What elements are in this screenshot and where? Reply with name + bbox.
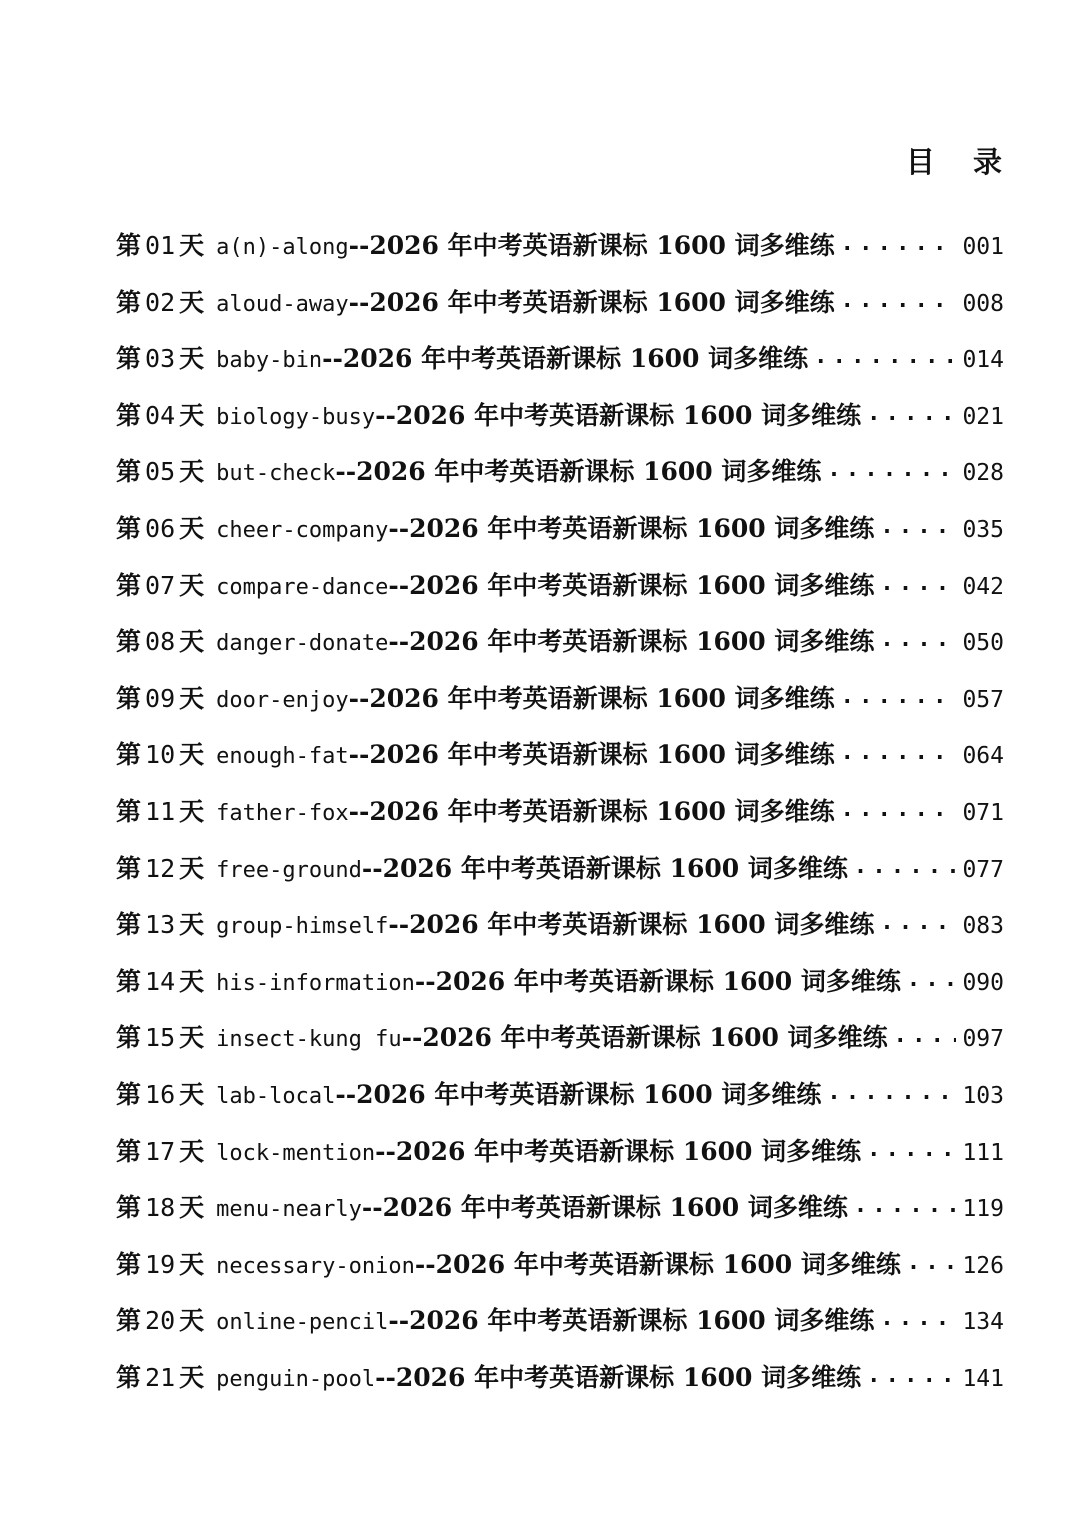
toc-entry-title: --2026 年中考英语新课标 1600 词多维练 <box>322 344 809 374</box>
toc-entry[interactable] <box>116 339 1004 396</box>
day-suffix: 天 <box>179 231 205 260</box>
dot-leader <box>827 1083 956 1103</box>
table-of-contents <box>116 226 1004 1414</box>
toc-word-range: necessary-onion <box>216 1253 415 1279</box>
toc-page-number: 126 <box>962 1252 1004 1279</box>
toc-day-label <box>116 735 204 775</box>
toc-day-label <box>116 283 204 323</box>
toc-day-label <box>116 962 204 1002</box>
toc-page-number: 001 <box>962 234 1004 260</box>
toc-entry[interactable] <box>116 509 1004 566</box>
day-prefix: 第 <box>116 1136 142 1166</box>
day-number: 04 <box>145 400 176 430</box>
day-suffix: 天 <box>179 400 205 430</box>
toc-day-label <box>116 566 204 606</box>
toc-entry[interactable] <box>116 905 1004 962</box>
dot-leader <box>880 1309 956 1329</box>
day-prefix: 第 <box>116 287 142 317</box>
dot-leader <box>880 574 956 594</box>
day-suffix: 天 <box>179 796 205 826</box>
toc-page-number: 064 <box>962 743 1004 770</box>
day-suffix: 天 <box>179 627 205 657</box>
day-prefix: 第 <box>116 1193 142 1223</box>
toc-entry-title: --2026 年中考英语新课标 1600 词多维练 <box>388 1306 875 1336</box>
toc-word-range: father-fox <box>216 800 349 826</box>
day-suffix: 天 <box>179 853 205 883</box>
day-number: 08 <box>145 627 176 657</box>
toc-page-number: 119 <box>962 1196 1004 1223</box>
toc-day-label <box>116 622 204 662</box>
toc-day-label <box>116 849 204 889</box>
day-suffix: 天 <box>179 683 205 713</box>
dot-leader <box>841 743 957 763</box>
day-prefix: 第 <box>116 1023 142 1053</box>
day-suffix: 天 <box>179 1136 205 1166</box>
day-number: 13 <box>145 910 176 940</box>
toc-day-label <box>116 1018 204 1058</box>
toc-page-number: 103 <box>962 1082 1004 1109</box>
toc-page-number: 077 <box>962 856 1004 883</box>
dot-leader <box>867 1366 956 1386</box>
day-prefix: 第 <box>116 400 142 430</box>
day-number: 01 <box>145 231 176 260</box>
toc-entry-title: --2026 年中考英语新课标 1600 词多维练 <box>388 910 875 940</box>
toc-entry[interactable] <box>116 1132 1004 1189</box>
day-number: 18 <box>145 1193 176 1223</box>
toc-entry-title: --2026 年中考英语新课标 1600 词多维练 <box>401 1023 888 1053</box>
toc-word-range: online-pencil <box>216 1310 389 1336</box>
toc-entry[interactable] <box>116 396 1004 453</box>
toc-day-label <box>116 1301 204 1341</box>
toc-day-label <box>116 792 204 832</box>
toc-page-number: 028 <box>962 460 1004 487</box>
day-suffix: 天 <box>179 966 205 996</box>
day-number: 15 <box>145 1023 176 1053</box>
toc-entry-title: --2026 年中考英语新课标 1600 词多维练 <box>375 400 862 430</box>
day-suffix: 天 <box>179 1362 205 1392</box>
dot-leader <box>867 1140 956 1160</box>
dot-leader <box>854 1196 957 1216</box>
dot-leader <box>907 1253 957 1273</box>
toc-day-label <box>116 339 204 379</box>
day-suffix: 天 <box>179 1023 205 1053</box>
toc-entry-title: --2026 年中考英语新课标 1600 词多维练 <box>388 627 875 657</box>
toc-entry[interactable] <box>116 1018 1004 1075</box>
toc-day-label <box>116 679 204 719</box>
toc-page-number: 057 <box>962 686 1004 713</box>
day-prefix: 第 <box>116 853 142 883</box>
toc-page-number: 071 <box>962 799 1004 826</box>
toc-entry-title: --2026 年中考英语新课标 1600 词多维练 <box>361 1193 848 1223</box>
day-prefix: 第 <box>116 231 142 260</box>
toc-word-range: compare-dance <box>216 574 389 600</box>
day-prefix: 第 <box>116 910 142 940</box>
day-number: 17 <box>145 1136 176 1166</box>
toc-day-label <box>116 396 204 436</box>
dot-leader <box>841 687 957 707</box>
toc-page-number: 014 <box>962 347 1004 374</box>
day-number: 21 <box>145 1362 176 1392</box>
day-number: 03 <box>145 344 176 374</box>
day-number: 10 <box>145 740 176 770</box>
dot-leader <box>867 404 956 424</box>
dot-leader <box>854 857 957 877</box>
day-prefix: 第 <box>116 627 142 657</box>
toc-word-range: danger-donate <box>216 631 389 657</box>
toc-entry[interactable] <box>116 1358 1004 1415</box>
toc-word-range: aloud-away <box>216 291 349 317</box>
toc-entry-title: --2026 年中考英语新课标 1600 词多维练 <box>348 683 835 713</box>
day-number: 09 <box>145 683 176 713</box>
toc-page-number: 090 <box>962 969 1004 996</box>
toc-entry[interactable] <box>116 566 1004 623</box>
toc-day-label <box>116 1358 204 1398</box>
day-number: 19 <box>145 1249 176 1279</box>
toc-entry-title: --2026 年中考英语新课标 1600 词多维练 <box>414 1249 901 1279</box>
toc-page-number: 050 <box>962 630 1004 657</box>
day-prefix: 第 <box>116 513 142 543</box>
day-number: 06 <box>145 513 176 543</box>
toc-day-label <box>116 905 204 945</box>
toc-word-range: insect-kung fu <box>216 1027 402 1053</box>
toc-entry-title: --2026 年中考英语新课标 1600 词多维练 <box>375 1136 862 1166</box>
day-prefix: 第 <box>116 344 142 374</box>
toc-day-label <box>116 452 204 492</box>
day-suffix: 天 <box>179 1306 205 1336</box>
day-prefix: 第 <box>116 457 142 487</box>
toc-entry-title: --2026 年中考英语新课标 1600 词多维练 <box>388 570 875 600</box>
day-prefix: 第 <box>116 796 142 826</box>
dot-leader <box>841 234 957 254</box>
toc-entry-title: --2026 年中考英语新课标 1600 词多维练 <box>335 457 822 487</box>
day-prefix: 第 <box>116 1079 142 1109</box>
day-suffix: 天 <box>179 1249 205 1279</box>
day-prefix: 第 <box>116 1362 142 1392</box>
day-suffix: 天 <box>179 344 205 374</box>
toc-word-range: biology-busy <box>216 404 376 430</box>
dot-leader <box>814 347 956 367</box>
toc-entry[interactable] <box>116 452 1004 509</box>
toc-entry[interactable] <box>116 792 1004 849</box>
toc-day-label <box>116 1132 204 1172</box>
toc-entry-title: --2026 年中考英语新课标 1600 词多维练 <box>388 513 875 543</box>
toc-day-label <box>116 226 204 266</box>
toc-page-number: 042 <box>962 573 1004 600</box>
toc-entry[interactable] <box>116 735 1004 792</box>
toc-entry[interactable] <box>116 679 1004 736</box>
toc-entry[interactable] <box>116 283 1004 340</box>
page-title: 目 录 <box>905 145 1016 179</box>
toc-page-number: 035 <box>962 516 1004 543</box>
toc-entry[interactable] <box>116 1075 1004 1132</box>
toc-entry[interactable] <box>116 622 1004 679</box>
dot-leader <box>880 517 956 537</box>
day-number: 07 <box>145 570 176 600</box>
day-suffix: 天 <box>179 457 205 487</box>
toc-day-label <box>116 1188 204 1228</box>
toc-entry-title: --2026 年中考英语新课标 1600 词多维练 <box>361 853 848 883</box>
toc-entry[interactable] <box>116 1188 1004 1245</box>
toc-day-label <box>116 1075 204 1115</box>
day-number: 05 <box>145 457 176 487</box>
day-number: 16 <box>145 1079 176 1109</box>
toc-entry-title: --2026 年中考英语新课标 1600 词多维练 <box>348 231 835 260</box>
day-number: 20 <box>145 1306 176 1336</box>
toc-page-number: 141 <box>962 1365 1004 1392</box>
toc-entry-title: --2026 年中考英语新课标 1600 词多维练 <box>335 1079 822 1109</box>
toc-entry[interactable] <box>116 1301 1004 1358</box>
toc-day-label <box>116 1245 204 1285</box>
toc-entry-title: --2026 年中考英语新课标 1600 词多维练 <box>414 966 901 996</box>
toc-word-range: lock-mention <box>216 1140 376 1166</box>
toc-entry-title: --2026 年中考英语新课标 1600 词多维练 <box>375 1362 862 1392</box>
dot-leader <box>827 460 956 480</box>
toc-word-range: a(n)-along <box>216 235 349 260</box>
dot-leader <box>880 913 956 933</box>
day-suffix: 天 <box>179 513 205 543</box>
toc-word-range: cheer-company <box>216 517 389 543</box>
day-suffix: 天 <box>179 740 205 770</box>
toc-page-number: 111 <box>962 1139 1004 1166</box>
toc-word-range: but-check <box>216 461 336 487</box>
day-number: 14 <box>145 966 176 996</box>
day-number: 02 <box>145 287 176 317</box>
day-number: 12 <box>145 853 176 883</box>
dot-leader <box>880 630 956 650</box>
toc-page-number: 021 <box>962 403 1004 430</box>
toc-word-range: baby-bin <box>216 348 323 374</box>
toc-word-range: lab-local <box>216 1083 336 1109</box>
day-suffix: 天 <box>179 910 205 940</box>
day-prefix: 第 <box>116 1306 142 1336</box>
day-suffix: 天 <box>179 1193 205 1223</box>
toc-page-number: 134 <box>962 1309 1004 1336</box>
day-prefix: 第 <box>116 1249 142 1279</box>
toc-page-number: 097 <box>962 1026 1004 1053</box>
day-suffix: 天 <box>179 1079 205 1109</box>
toc-entry-title: --2026 年中考英语新课标 1600 词多维练 <box>348 796 835 826</box>
toc-entry[interactable] <box>116 226 1004 283</box>
toc-entry[interactable] <box>116 962 1004 1019</box>
dot-leader <box>894 1026 957 1046</box>
toc-entry[interactable] <box>116 1245 1004 1302</box>
day-suffix: 天 <box>179 287 205 317</box>
day-prefix: 第 <box>116 966 142 996</box>
toc-entry-title: --2026 年中考英语新课标 1600 词多维练 <box>348 287 835 317</box>
toc-word-range: his-information <box>216 970 415 996</box>
dot-leader <box>907 970 957 990</box>
day-prefix: 第 <box>116 683 142 713</box>
toc-word-range: group-himself <box>216 914 389 940</box>
toc-word-range: menu-nearly <box>216 1197 362 1223</box>
day-number: 11 <box>145 796 176 826</box>
toc-word-range: enough-fat <box>216 744 349 770</box>
toc-entry[interactable] <box>116 849 1004 906</box>
day-prefix: 第 <box>116 740 142 770</box>
toc-word-range: penguin-pool <box>216 1366 376 1392</box>
toc-word-range: door-enjoy <box>216 687 349 713</box>
day-suffix: 天 <box>179 570 205 600</box>
dot-leader <box>841 800 957 820</box>
toc-page-number: 008 <box>962 290 1004 317</box>
toc-word-range: free-ground <box>216 857 362 883</box>
toc-day-label <box>116 509 204 549</box>
day-prefix: 第 <box>116 570 142 600</box>
toc-page-number: 083 <box>962 913 1004 940</box>
toc-entry-title: --2026 年中考英语新课标 1600 词多维练 <box>348 740 835 770</box>
dot-leader <box>841 291 957 311</box>
